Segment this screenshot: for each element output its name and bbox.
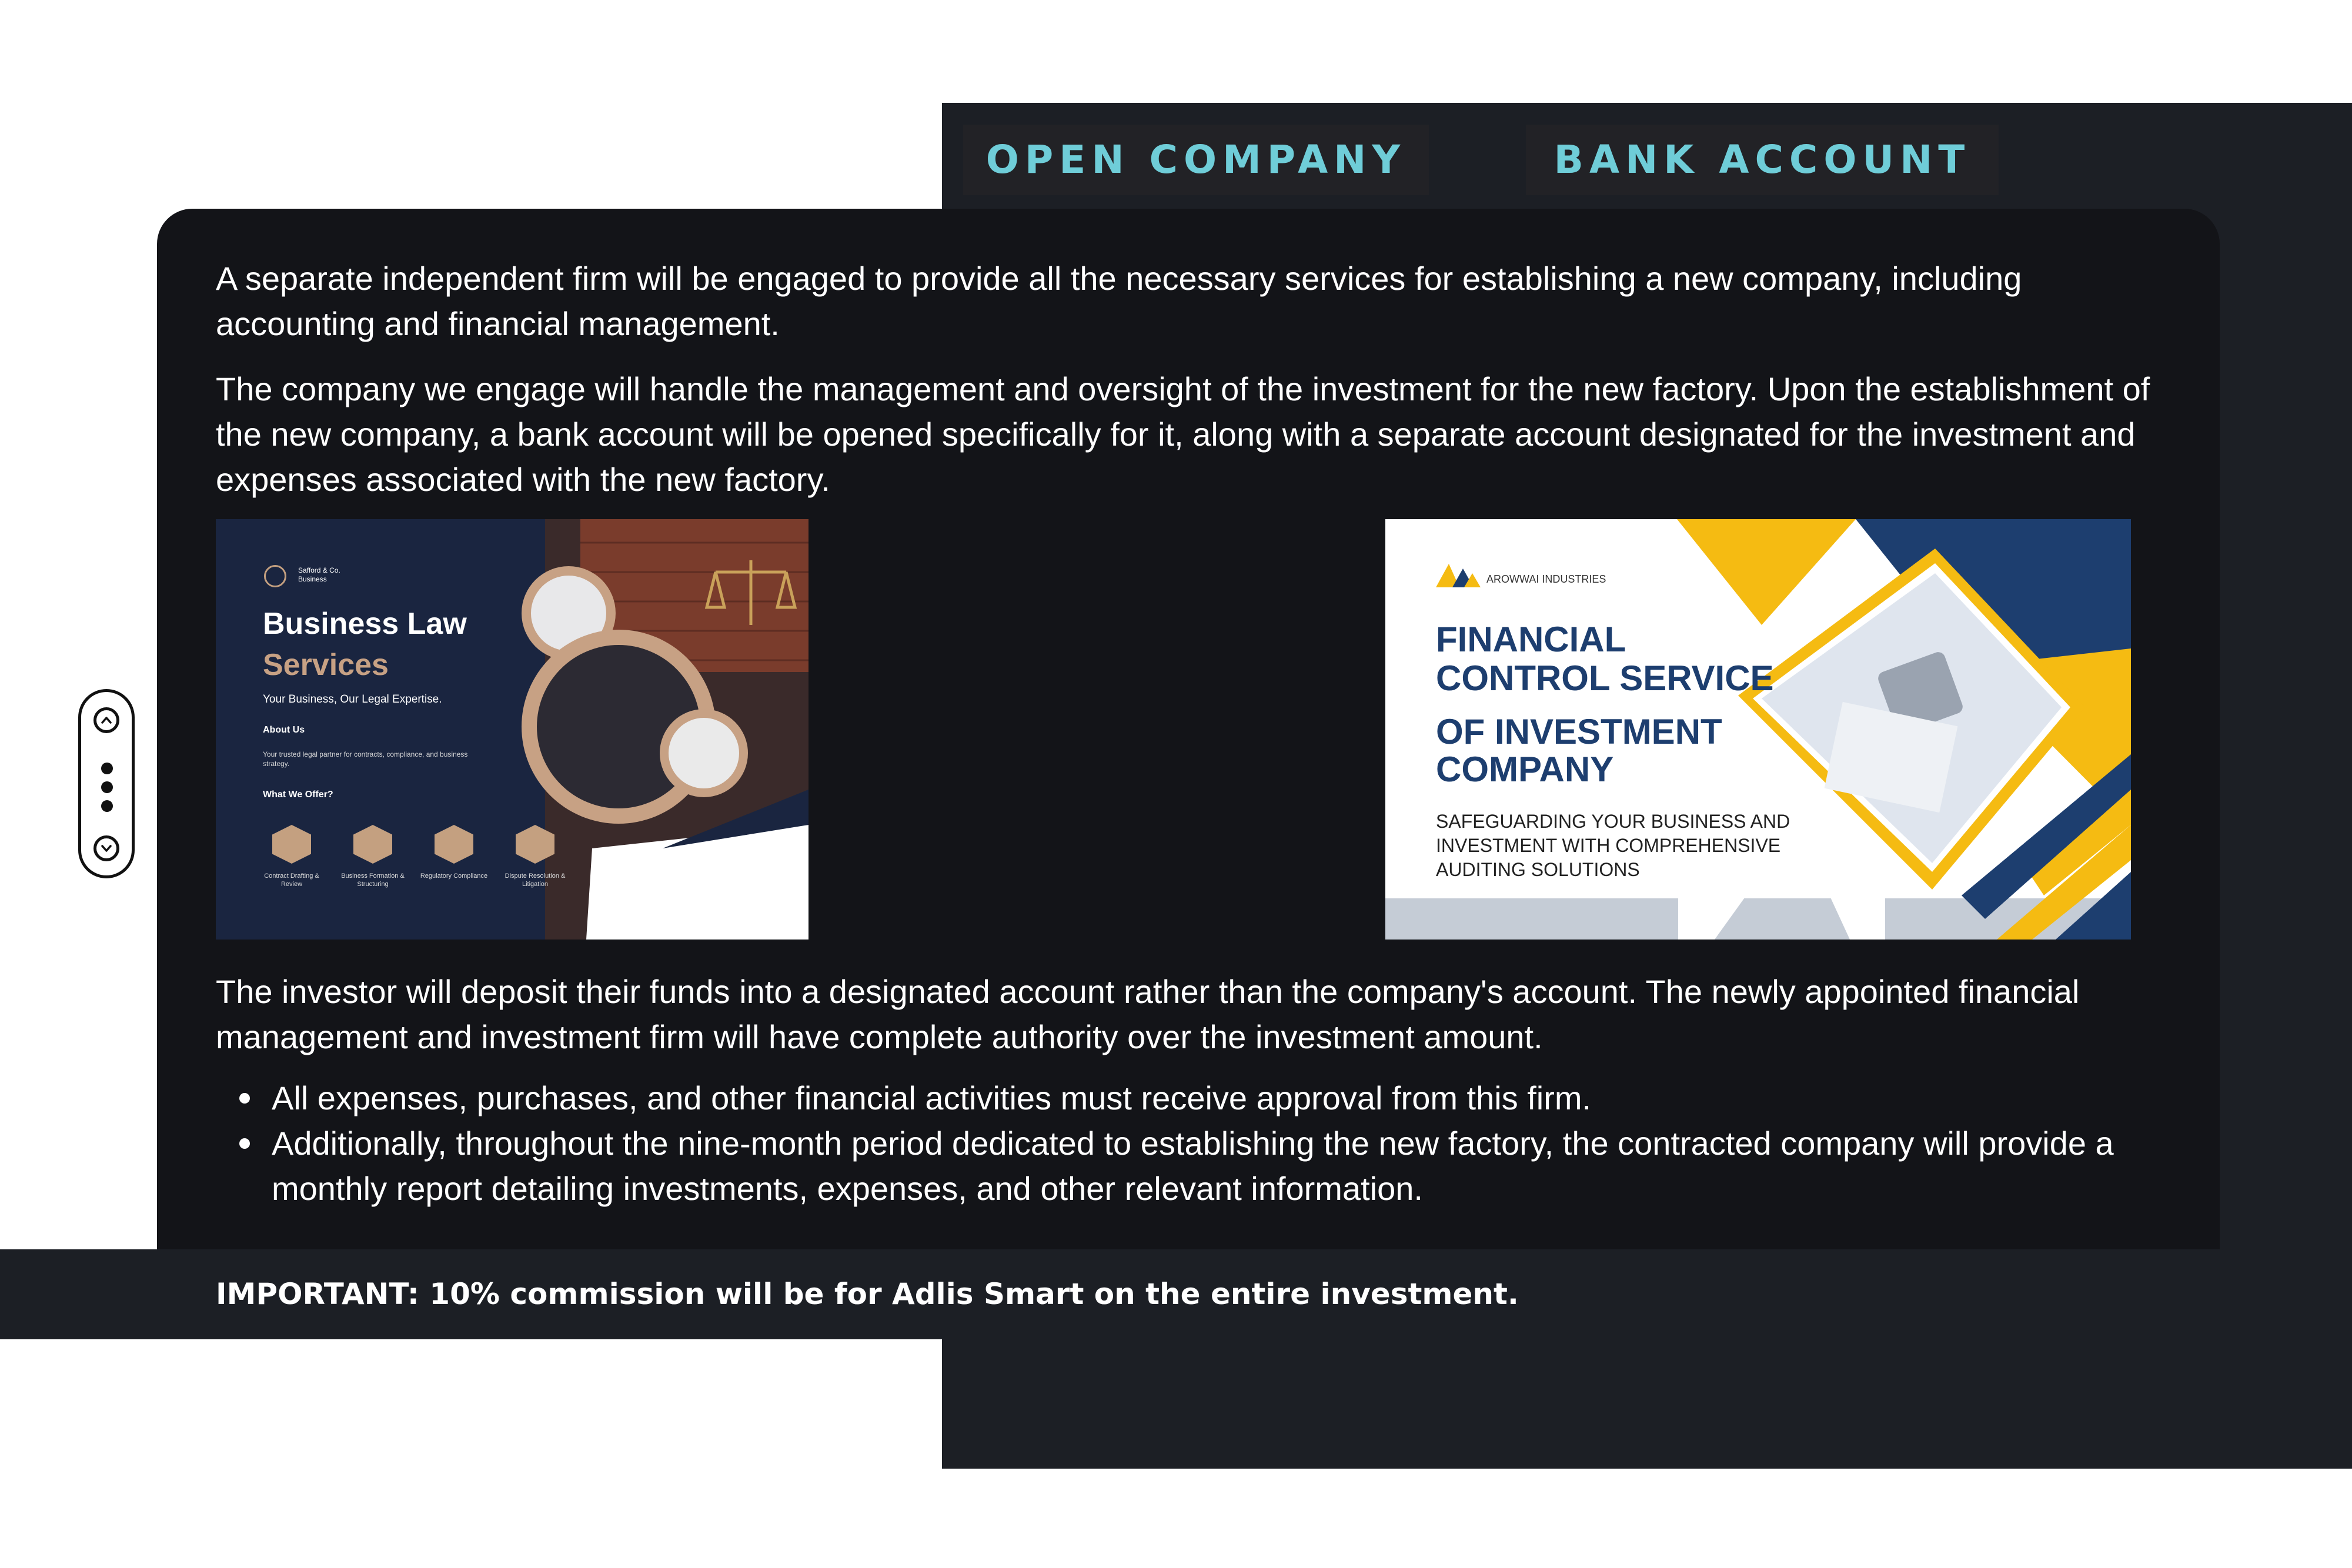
law-about-text: Your trusted legal partner for contracts, compliance, and business strategy. [263, 750, 468, 768]
law-service-label: Dispute Resolution & Litigation [505, 872, 566, 888]
business-law-services-image [216, 519, 808, 940]
financial-control-service-image [1385, 519, 2131, 940]
law-service-label: Contract Drafting & Review [264, 872, 319, 888]
nav-dot [101, 781, 113, 793]
bullet-dot-icon [239, 1093, 250, 1104]
arowwai-logo-icon [1436, 560, 1483, 589]
law-brand-line1: Safford & Co. [298, 566, 340, 574]
nav-dot [101, 800, 113, 812]
chevron-up-icon[interactable] [93, 707, 119, 733]
law-offer-title: What We Offer? [263, 790, 333, 800]
list-item [216, 1121, 2156, 1211]
list-item-text: Additionally, throughout the nine-month period dedicated to establishing the new factory, the contracted company will provide a monthly report detailing investments, expenses, and other relevant information. [272, 1125, 2114, 1207]
paragraph-management: The company we engage will handle the management and oversight of the investment for the new factory. Upon the establishment of the new company, a bank account will be opened specifically for it, along with a separate account designated for the investment and expenses associated with the new factory. [216, 370, 2150, 498]
chevron-down-icon[interactable] [93, 835, 119, 861]
fin-subtitle: SAFEGUARDING YOUR BUSINESS AND INVESTMENT WITH COMPREHENSIVE AUDITING SOLUTIONS [1436, 811, 1790, 880]
paragraph-investor-deposit: The investor will deposit their funds into a designated account rather than the company's account. The newly appointed financial management and investment firm will have complete authority over the investment amount. [216, 973, 2080, 1055]
more-vertical-icon[interactable] [101, 763, 113, 812]
tab-open-company[interactable]: OPEN COMPANY [963, 125, 1429, 195]
law-title-line1: Business Law [263, 607, 467, 641]
fin-brand-text: AROWWAI INDUSTRIES [1486, 573, 1606, 585]
law-service-compliance [416, 825, 492, 880]
law-title-line2: Services [263, 648, 389, 682]
law-service-dispute [497, 825, 573, 888]
law-service-formation [335, 825, 411, 888]
building-icon [353, 825, 392, 864]
tab-bank-account[interactable]: BANK ACCOUNT [1526, 125, 1999, 195]
content-card [157, 209, 2220, 1249]
paragraph-independent-firm: A separate independent firm will be engaged to provide all the necessary services for establishing a new company, including accounting and financial management. [216, 260, 2022, 342]
fin-heading-line2: OF INVESTMENT COMPANY [1436, 712, 1722, 789]
gavel-icon [272, 825, 311, 864]
law-brand-line2: Business [298, 575, 327, 583]
law-service-label: Business Formation & Structuring [341, 872, 405, 888]
bullet-dot-icon [239, 1138, 250, 1149]
bullet-list [216, 1075, 2156, 1211]
law-about-title: About Us [263, 725, 305, 735]
list-item-text: All expenses, purchases, and other financial activities must receive approval from this firm. [272, 1079, 1592, 1116]
law-circle-bottom-photo [669, 718, 739, 788]
list-item [216, 1075, 2156, 1121]
fin-heading-line1: FINANCIAL CONTROL SERVICE [1436, 620, 1774, 698]
law-tagline: Your Business, Our Legal Expertise. [263, 693, 442, 706]
law-brand-text [298, 566, 340, 584]
slide-navigation [78, 689, 135, 878]
law-service-contract [253, 825, 330, 888]
handshake-icon [516, 825, 554, 864]
important-note: IMPORTANT: 10% commission will be for Adlis Smart on the entire investment. [216, 1277, 1519, 1311]
scales-icon [435, 825, 473, 864]
law-firm-logo [264, 565, 286, 587]
law-service-label: Regulatory Compliance [420, 872, 488, 880]
nav-dot [101, 763, 113, 774]
